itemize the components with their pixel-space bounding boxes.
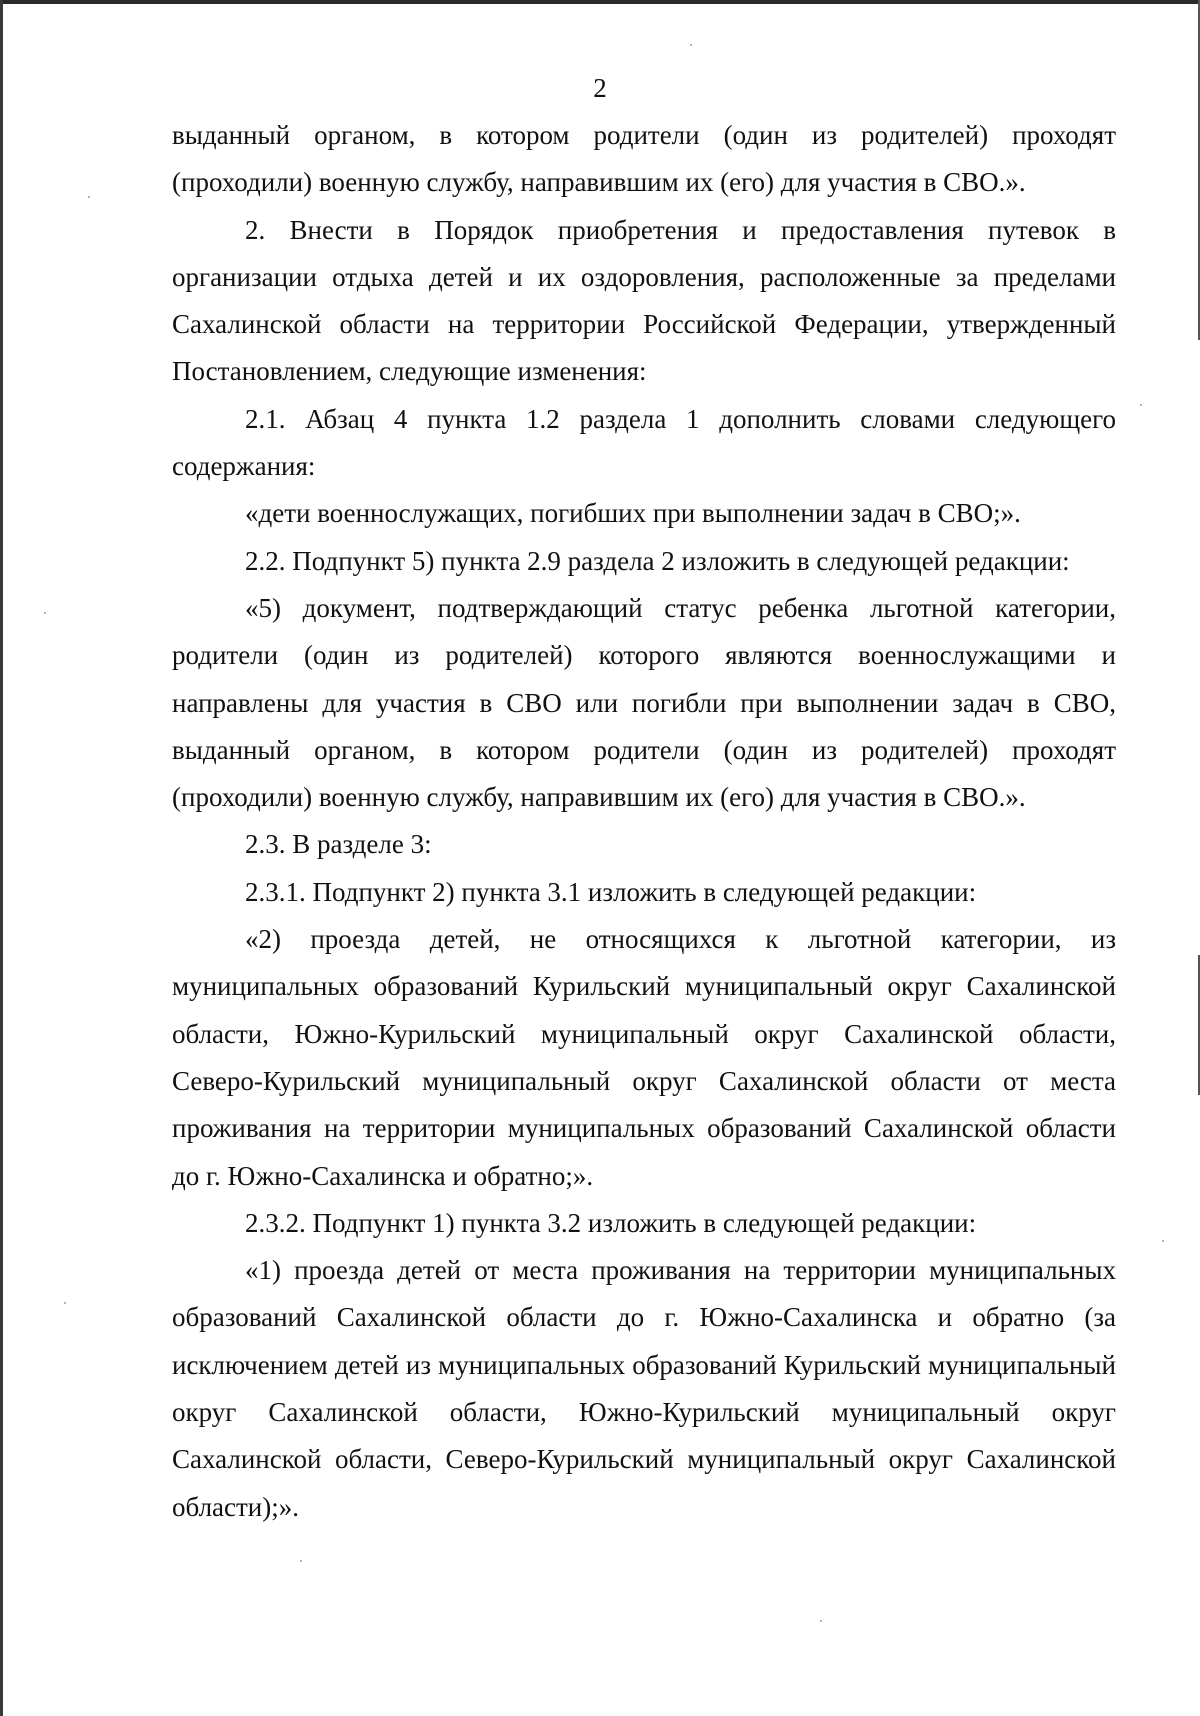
paragraph-quote-2-3-1: «2) проезда детей, не относящихся к льготной категории, из муниципальных образований Курильский муниципальный округ Сахалинской области, Южно-Курильский муниципальный округ Сахалинской области, Северо-Курильский муниципальный округ Сахалинской области от места проживания на территории муниципальных образований Сахалинской области до г. Южно-Сахалинска и обратно;».	[172, 924, 1116, 1191]
scan-speckle	[44, 612, 46, 614]
scan-edge-left	[0, 0, 3, 1716]
paragraph-continuation: выданный органом, в котором родители (один из родителей) проходят (проходили) военную службу, направившим их (его) для участия в СВО.».	[172, 120, 1116, 198]
paragraph-item-2-3-2: 2.3.2. Подпункт 1) пункта 3.2 изложить в следующей редакции:	[245, 1207, 977, 1238]
paragraph-item-2-1: 2.1. Абзац 4 пункта 1.2 раздела 1 дополнить словами следующего содержания:	[172, 403, 1116, 482]
scan-speckle	[300, 1560, 302, 1562]
scan-speckle	[64, 1302, 66, 1304]
scan-speckle	[690, 44, 692, 46]
scan-speckle	[820, 1620, 822, 1622]
scan-speckle	[88, 196, 90, 198]
paragraph-item-2-2: 2.2. Подпункт 5) пункта 2.9 раздела 2 изложить в следующей редакции:	[245, 545, 1070, 576]
paragraph-quote-2-2: «5) документ, подтверждающий статус ребенка льготной категории, родители (один из родителей) которого являются военнослужащими и направлены для участия в СВО или погибли при выполнении задач в СВО, выданный органом, в котором родители (один из родителей) проходят (проходили) военную службу, направившим их (его) для участия в СВО.».	[172, 592, 1116, 813]
scan-edge-top	[0, 0, 1200, 4]
scan-speckle	[1162, 1240, 1164, 1242]
paragraph-quote-2-3-2: «1) проезда детей от места проживания на территории муниципальных образований Сахалинской области до г. Южно-Сахалинска и обратно (за исключением детей из муниципальных образований Курильский муниципальный округ Сахалинской области, Южно-Курильский муниципальный округ Сахалинской области, Северо-Курильский муниципальный округ Сахалинской области);».	[172, 1255, 1116, 1522]
paragraph-quote-2-1: «дети военнослужащих, погибших при выполнении задач в СВО;».	[245, 498, 1021, 529]
paragraph-item-2: 2. Внести в Порядок приобретения и предоставления путевок в организации отдыха детей и их оздоровления, расположенные за пределами Сахалинской области на территории Российской Федерации, утвержденный Постановлением, следующие изменения:	[172, 214, 1116, 387]
scan-speckle	[1140, 404, 1142, 406]
paragraph-item-2-3-1: 2.3.1. Подпункт 2) пункта 3.1 изложить в следующей редакции:	[245, 876, 977, 907]
document-body	[172, 112, 1116, 1531]
paragraph-item-2-3: 2.3. В разделе 3:	[245, 829, 432, 860]
page-number: 2	[593, 73, 607, 103]
